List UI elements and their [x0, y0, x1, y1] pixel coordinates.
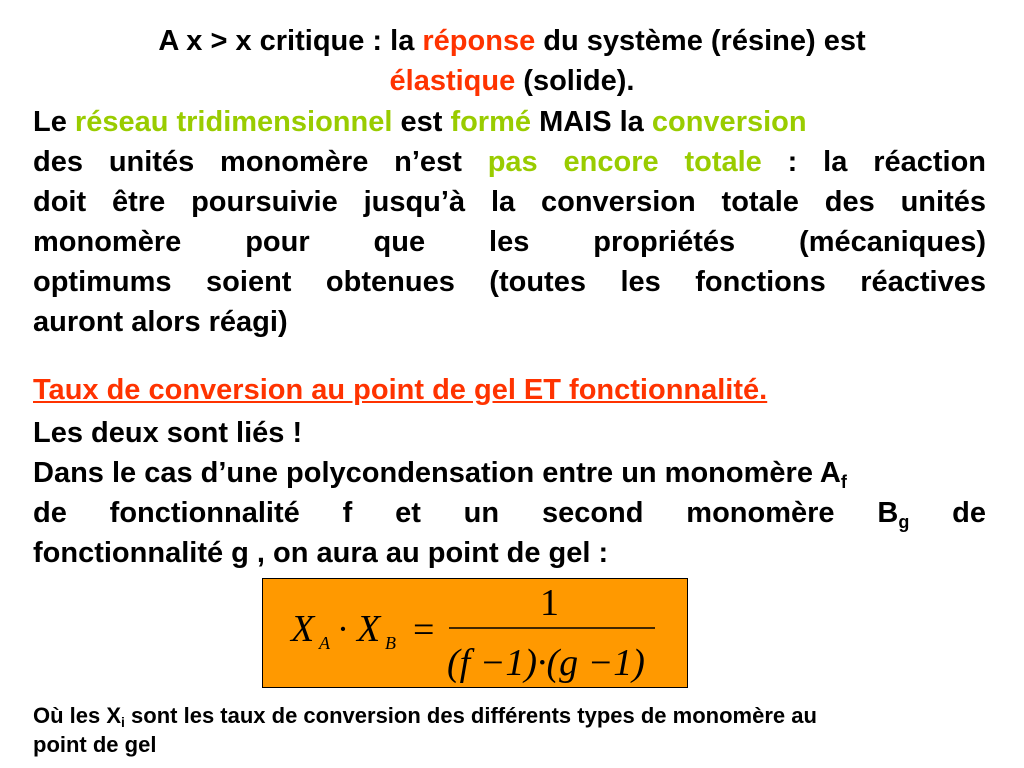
subscript-g: g [898, 512, 910, 532]
para1-line-5: optimums soient obtenues (toutes les fonctions réactives [33, 266, 986, 298]
text: sont les taux de conversion des différents types de monomère au [124, 703, 817, 728]
text: des unités monomère n’est [33, 146, 488, 178]
formula-xa: X [291, 608, 315, 650]
title-line-1 [0, 21, 1024, 61]
text: Où les X [33, 703, 122, 728]
formula-xb: X [357, 608, 381, 650]
section-line-4: fonctionnalité g , on aura au point de gel : [33, 537, 609, 569]
title-text: A x > x critique : la [158, 25, 423, 57]
section-heading: Taux de conversion au point de gel ET fonctionnalité. [33, 374, 768, 406]
formula-xa-sub: A [319, 633, 330, 653]
highlight-reseau: réseau tridimensionnel [74, 106, 393, 138]
title-line-2 [0, 61, 1024, 101]
formula-xb-sub: B [385, 633, 396, 653]
section-line-1: Les deux sont liés ! [33, 417, 303, 449]
formula-eq: = [413, 609, 435, 651]
highlight-pas-encore-totale: pas encore totale [487, 146, 762, 178]
title-highlight-elastique: élastique [389, 65, 516, 97]
para1-line-1 [33, 102, 986, 142]
title-text-solide: (solide). [515, 65, 635, 97]
formula-numerator: 1 [540, 582, 559, 624]
formula-dot: · [337, 609, 349, 649]
text: de fonctionnalité f et un second monomère B [33, 497, 899, 529]
title-text-end: du système (résine) est [535, 25, 866, 57]
subscript-f: f [840, 472, 847, 492]
para1-line-6: auront alors réagi) [33, 306, 288, 338]
section-line-2 [33, 453, 986, 493]
footnote-line-2: point de gel [33, 732, 157, 757]
formula-box [262, 578, 688, 688]
formula-equation [263, 579, 689, 689]
title-highlight-reponse: réponse [422, 25, 536, 57]
para1-line-4: monomère pour que les propriétés (mécaniques) [33, 226, 986, 258]
text: : la réaction [761, 146, 987, 178]
text: de [909, 497, 986, 529]
text: est [392, 106, 451, 138]
highlight-conversion: conversion [651, 106, 807, 138]
para1-line-3: doit être poursuivie jusqu’à la conversion totale des unités [33, 186, 986, 218]
text: Dans le cas d’une polycondensation entre un monomère A [33, 457, 841, 489]
text: Le [33, 106, 75, 138]
footnote-line-1 [33, 701, 986, 731]
section-line-3 [33, 493, 986, 533]
formula-denominator: (f −1)·(g −1) [447, 642, 645, 684]
subscript-i: i [121, 714, 125, 730]
para1-line-2 [33, 142, 986, 182]
highlight-forme: formé [450, 106, 532, 138]
text: MAIS la [531, 106, 652, 138]
